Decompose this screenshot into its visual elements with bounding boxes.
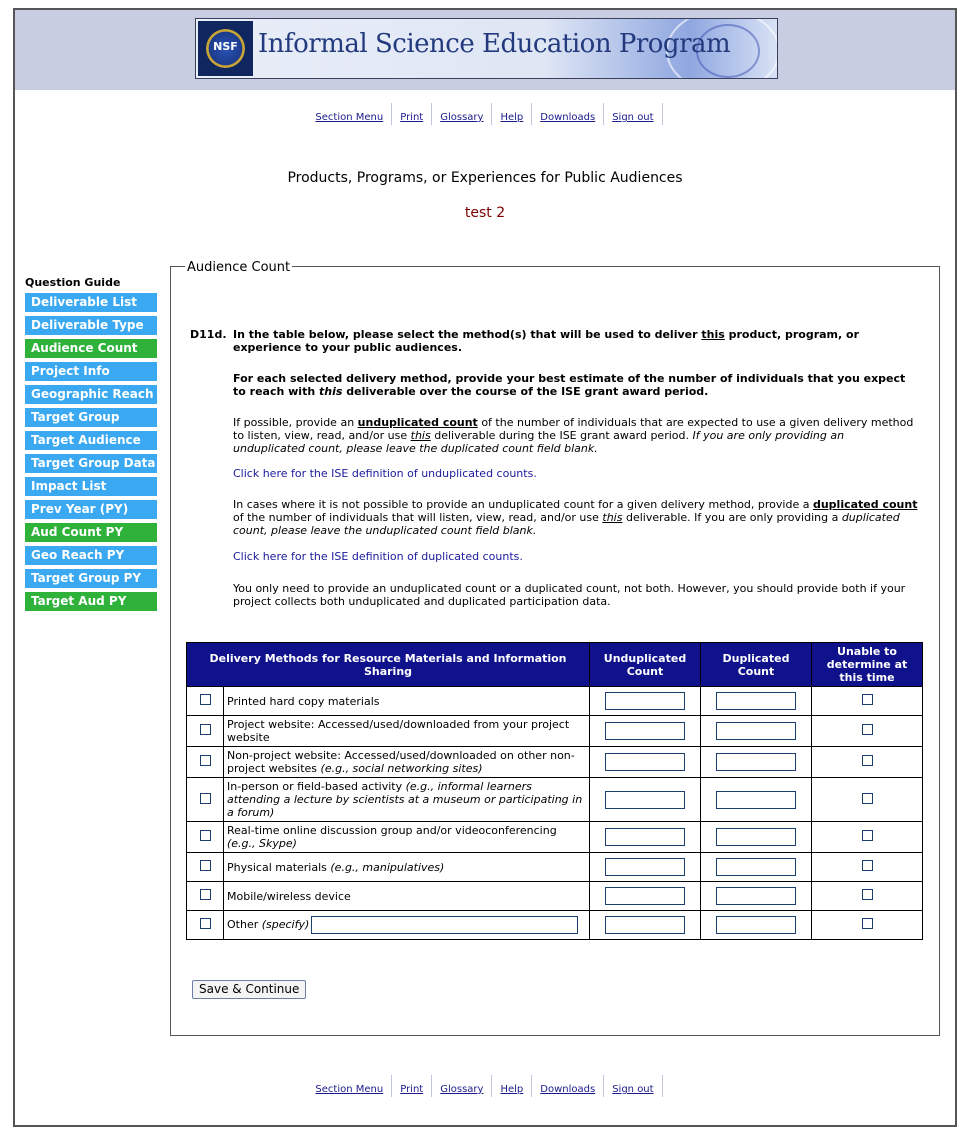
- method-checkbox[interactable]: [200, 918, 211, 929]
- nav-downloads[interactable]: Downloads: [540, 1084, 596, 1095]
- delivery-methods-table: [186, 642, 923, 940]
- nav-print[interactable]: Print: [400, 1084, 424, 1095]
- guide-item-aud-count-py[interactable]: Aud Count PY: [25, 523, 157, 542]
- method-checkbox[interactable]: [200, 755, 211, 766]
- guide-item-audience-count[interactable]: Audience Count: [25, 339, 157, 358]
- header-duplicated: Duplicated Count: [701, 643, 812, 687]
- question-guide: [25, 293, 157, 615]
- unduplicated-definition-link-wrap: [233, 467, 537, 480]
- guide-item-target-audience[interactable]: Target Audience: [25, 431, 157, 450]
- unable-checkbox[interactable]: [862, 918, 873, 929]
- unduplicated-count-input[interactable]: [605, 722, 685, 740]
- unable-checkbox[interactable]: [862, 830, 873, 841]
- table-row: [187, 716, 923, 747]
- nav-glossary[interactable]: Glossary: [440, 112, 484, 123]
- duplicated-count-input[interactable]: [716, 722, 796, 740]
- method-label: Real-time online discussion group and/or videoconferencing (e.g., Skype): [224, 822, 590, 853]
- unduplicated-count-input[interactable]: [605, 753, 685, 771]
- unable-checkbox[interactable]: [862, 793, 873, 804]
- table-row: [187, 853, 923, 882]
- method-checkbox[interactable]: [200, 694, 211, 705]
- unduplicated-count-input[interactable]: [605, 692, 685, 710]
- nav-glossary[interactable]: Glossary: [440, 1084, 484, 1095]
- unable-checkbox[interactable]: [862, 860, 873, 871]
- guide-item-project-info[interactable]: Project Info: [25, 362, 157, 381]
- unduplicated-count-input[interactable]: [605, 828, 685, 846]
- table-row: [187, 687, 923, 716]
- header-delivery-methods: Delivery Methods for Resource Materials and Information Sharing: [187, 643, 590, 687]
- instruction-unduplicated: If possible, provide an unduplicated count of the number of individuals that are expected to use a given delivery method to listen, view, read, and/or use this deliverable during the ISE grant award period. If you are only providing an unduplicated count, please leave the duplicated count field blank.: [233, 416, 914, 455]
- duplicated-count-input[interactable]: [716, 692, 796, 710]
- unduplicated-count-input[interactable]: [605, 916, 685, 934]
- duplicated-count-input[interactable]: [716, 791, 796, 809]
- method-checkbox[interactable]: [200, 793, 211, 804]
- table-row: [187, 911, 923, 940]
- duplicated-count-input[interactable]: [716, 858, 796, 876]
- nsf-seal-logo: [198, 21, 253, 76]
- nav-sign-out[interactable]: Sign out: [612, 112, 654, 123]
- nav-help[interactable]: Help: [500, 112, 524, 123]
- method-label: Printed hard copy materials: [224, 687, 590, 716]
- unable-checkbox[interactable]: [862, 724, 873, 735]
- method-checkbox[interactable]: [200, 889, 211, 900]
- method-label: Other (specify): [224, 911, 590, 940]
- nav-downloads[interactable]: Downloads: [540, 112, 596, 123]
- method-label: Project website: Accessed/used/downloaded from your project website: [224, 716, 590, 747]
- table-row: [187, 747, 923, 778]
- guide-item-deliverable-type[interactable]: Deliverable Type: [25, 316, 157, 335]
- page-title: Products, Programs, or Experiences for Public Audiences: [287, 170, 683, 186]
- nav-section-menu[interactable]: Section Menu: [315, 112, 384, 123]
- guide-item-geo-reach-py[interactable]: Geo Reach PY: [25, 546, 157, 565]
- guide-item-prev-year[interactable]: Prev Year (PY): [25, 500, 157, 519]
- header-unduplicated: Unduplicated Count: [590, 643, 701, 687]
- header-band: [15, 10, 955, 90]
- guide-item-target-group[interactable]: Target Group: [25, 408, 157, 427]
- guide-item-impact-list[interactable]: Impact List: [25, 477, 157, 496]
- page-subtitle: test 2: [464, 205, 506, 221]
- unduplicated-definition-link[interactable]: Click here for the ISE definition of unduplicated counts.: [233, 467, 537, 480]
- question-number: D11d.: [190, 328, 227, 341]
- header-unable: Unable to determine at this time: [812, 643, 923, 687]
- unduplicated-count-input[interactable]: [605, 858, 685, 876]
- instruction-duplicated: In cases where it is not possible to provide an unduplicated count for a given delivery method, provide a duplicated count of the number of individuals that will listen, view, read, and/or use this deliverable. If you are only providing a duplicated count, please leave the unduplicated count field blank.: [233, 498, 918, 537]
- question-text-2: For each selected delivery method, provide your best estimate of the number of individuals that you expect to reach with this deliverable over the course of the ISE grant award period.: [233, 372, 906, 398]
- method-checkbox[interactable]: [200, 860, 211, 871]
- guide-item-geographic-reach[interactable]: Geographic Reach: [25, 385, 157, 404]
- nav-sign-out[interactable]: Sign out: [612, 1084, 654, 1095]
- instruction-either: You only need to provide an unduplicated count or a duplicated count, not both. However, you should provide both if your project collects both unduplicated and duplicated participation data.: [233, 582, 906, 608]
- question-guide-title: Question Guide: [25, 276, 121, 289]
- table-row: [187, 778, 923, 822]
- duplicated-definition-link[interactable]: Click here for the ISE definition of duplicated counts.: [233, 550, 523, 563]
- duplicated-count-input[interactable]: [716, 887, 796, 905]
- nav-print[interactable]: Print: [400, 112, 424, 123]
- nav-help[interactable]: Help: [500, 1084, 524, 1095]
- duplicated-count-input[interactable]: [716, 828, 796, 846]
- bottom-nav: [15, 1075, 955, 1097]
- method-checkbox[interactable]: [200, 830, 211, 841]
- save-continue-button[interactable]: Save & Continue: [192, 980, 306, 999]
- method-label: Non-project website: Accessed/used/downloaded on other non-project websites (e.g., social networking sites): [224, 747, 590, 778]
- table-row: [187, 882, 923, 911]
- method-label: Mobile/wireless device: [224, 882, 590, 911]
- duplicated-count-input[interactable]: [716, 916, 796, 934]
- other-specify-input[interactable]: [311, 916, 578, 934]
- fieldset-legend: Audience Count: [187, 260, 291, 275]
- duplicated-count-input[interactable]: [716, 753, 796, 771]
- page-frame: [13, 8, 957, 1127]
- nav-section-menu[interactable]: Section Menu: [315, 1084, 384, 1095]
- unable-checkbox[interactable]: [862, 694, 873, 705]
- program-banner: [195, 18, 778, 79]
- method-label: In-person or field-based activity (e.g., informal learners attending a lecture by scientists at a museum or participating in a forum): [224, 778, 590, 822]
- top-nav: [15, 103, 955, 125]
- unable-checkbox[interactable]: [862, 889, 873, 900]
- table-row: [187, 822, 923, 853]
- guide-item-target-group-data[interactable]: Target Group Data: [25, 454, 157, 473]
- guide-item-target-group-py[interactable]: Target Group PY: [25, 569, 157, 588]
- question-text-1: In the table below, please select the method(s) that will be used to deliver this product, program, or experience to your public audiences.: [233, 328, 859, 354]
- method-label: Physical materials (e.g., manipulatives): [224, 853, 590, 882]
- unduplicated-count-input[interactable]: [605, 887, 685, 905]
- guide-item-deliverable-list[interactable]: Deliverable List: [25, 293, 157, 312]
- nsf-seal-text: NSF: [213, 40, 238, 53]
- unable-checkbox[interactable]: [862, 755, 873, 766]
- unduplicated-count-input[interactable]: [605, 791, 685, 809]
- method-checkbox[interactable]: [200, 724, 211, 735]
- banner-title: Informal Science Education Program: [258, 29, 731, 59]
- guide-item-target-aud-py[interactable]: Target Aud PY: [25, 592, 157, 611]
- duplicated-definition-link-wrap: [233, 550, 523, 563]
